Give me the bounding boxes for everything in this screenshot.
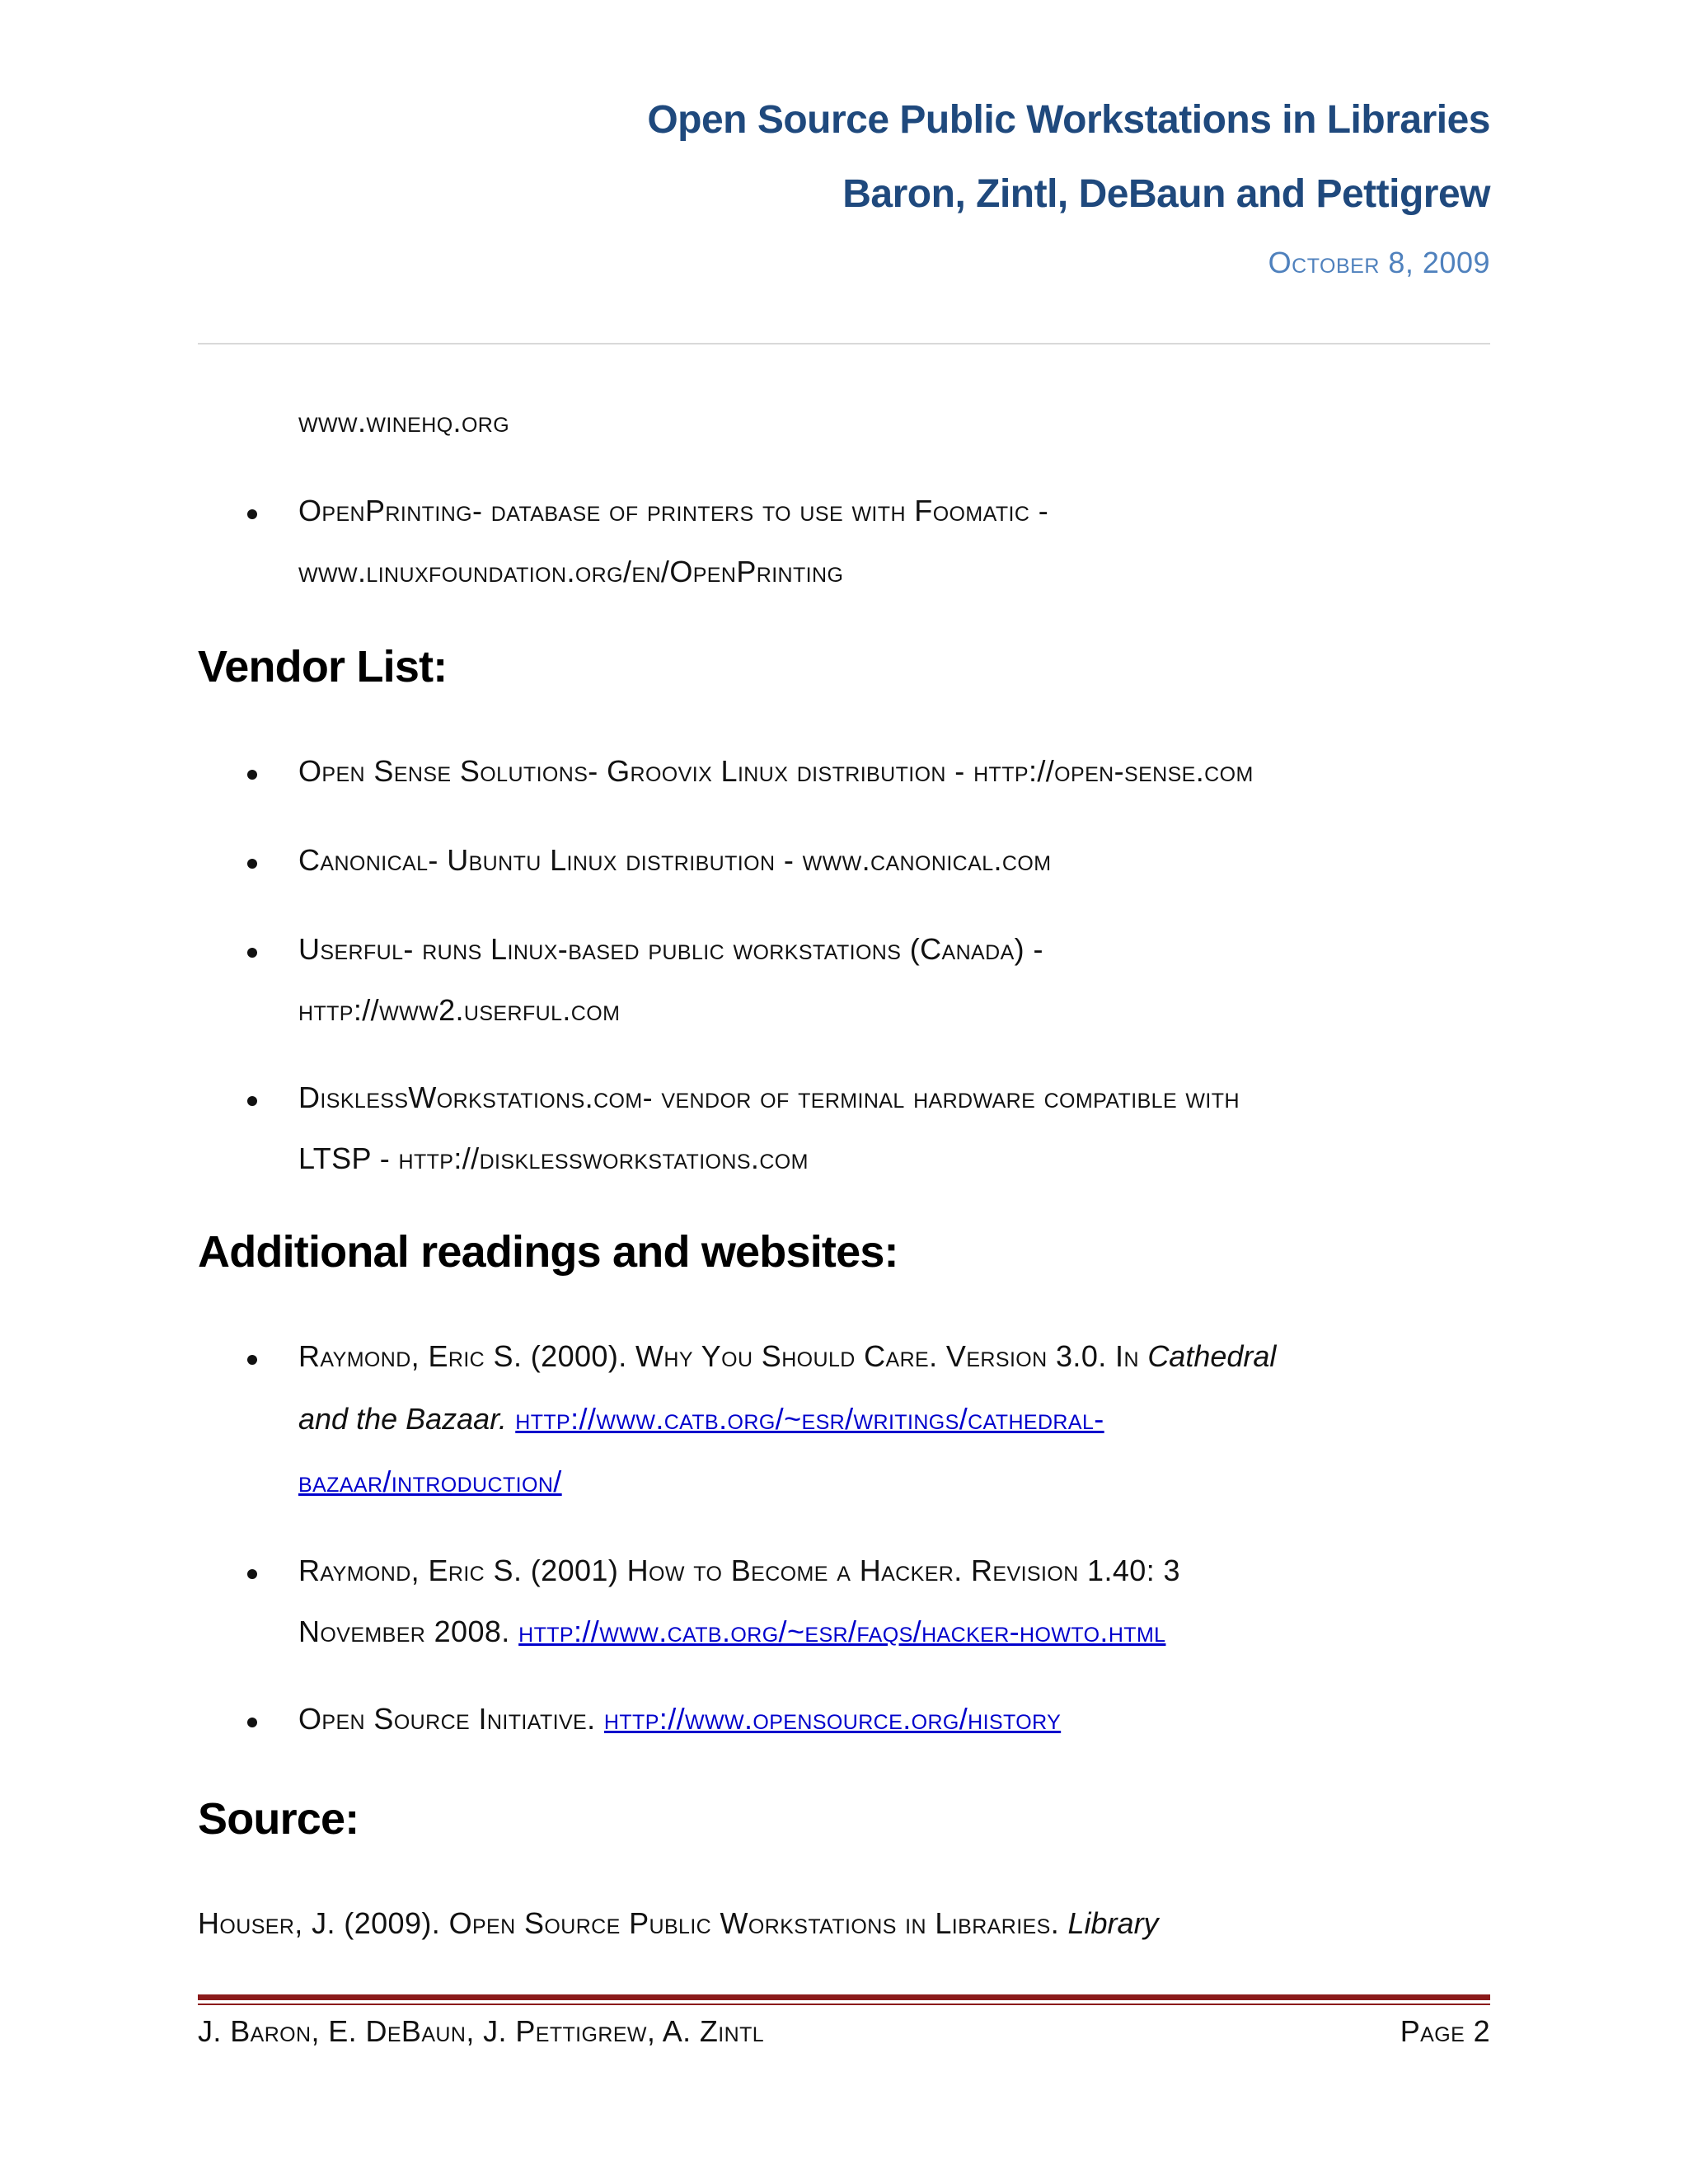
reading-item-cathedral-line2 [298,1401,1104,1437]
header-title: Open Source Public Workstations in Libraries [647,98,1490,142]
source-journal-title: Library [1067,1906,1159,1940]
bullet-icon [247,859,257,869]
header-divider [198,343,1490,344]
reading-citation-text: Raymond, Eric S. (2000). Why You Should Care. Version 3.0. In [298,1339,1148,1373]
openprinting-url[interactable]: www.linuxfoundation.org/en/OpenPrinting [298,555,844,588]
winehq-url[interactable]: www.winehq.org [298,405,510,438]
header-authors: Baron, Zintl, DeBaun and Pettigrew [842,172,1490,216]
bullet-icon [247,1355,257,1365]
source-citation [198,1905,1159,1942]
vendor-list-heading: Vendor List: [198,642,448,691]
footer-divider-thin [198,2004,1490,2005]
bullet-icon [247,509,257,519]
reading-book-title-cont: and the Bazaar. [298,1402,507,1436]
cathedral-link[interactable]: http://www.catb.org/~esr/writings/cathedral- [515,1402,1104,1436]
osi-text: Open Source Initiative. [298,1702,604,1736]
reading-item-cathedral-line3 [298,1464,562,1500]
openprinting-text: OpenPrinting- database of printers to use with Foomatic - [298,494,1049,527]
bullet-icon [247,770,257,780]
vendor-item-open-sense: Open Sense Solutions- Groovix Linux distribution - http://open-sense.com [298,754,1254,788]
vendor-item-userful: Userful- runs Linux-based public workstations (Canada) - [298,932,1043,966]
reading-date-text: November 2008. [298,1615,519,1648]
reading-item-osi [298,1701,1061,1737]
reading-item-hacker: Raymond, Eric S. (2001) How to Become a Hacker. Revision 1.40: 3 [298,1554,1180,1587]
bullet-icon [247,1096,257,1106]
osi-history-link[interactable]: http://www.opensource.org/history [603,1702,1062,1736]
readings-heading: Additional readings and websites: [198,1227,898,1277]
source-heading: Source: [198,1794,359,1844]
header-date: October 8, 2009 [1268,246,1490,279]
footer-divider-thick [198,1994,1490,2000]
reading-book-title: Cathedral [1147,1339,1277,1373]
reading-item-hacker-line2 [298,1614,1165,1650]
vendor-item-userful-url[interactable]: http://www2.userful.com [298,993,621,1027]
bullet-icon [247,1718,257,1727]
cathedral-link-cont[interactable]: bazaar/introduction/ [298,1465,562,1498]
vendor-item-canonical: Canonical- Ubuntu Linux distribution - www.canonical.com [298,843,1052,877]
source-citation-text: Houser, J. (2009). Open Source Public Workstations in Libraries. [198,1906,1068,1940]
bullet-icon [247,1569,257,1579]
vendor-item-diskless: DisklessWorkstations.com- vendor of terminal hardware compatible with [298,1080,1240,1114]
hacker-howto-link[interactable]: http://www.catb.org/~esr/faqs/hacker-howto.html [518,1615,1166,1648]
reading-item-cathedral [298,1338,1276,1375]
bullet-icon [247,948,257,958]
footer-page-number: Page 2 [1400,2014,1490,2048]
vendor-item-diskless-url[interactable]: LTSP - http://disklessworkstations.com [298,1141,809,1175]
footer-authors: J. Baron, E. DeBaun, J. Pettigrew, A. Zintl [198,2014,765,2048]
